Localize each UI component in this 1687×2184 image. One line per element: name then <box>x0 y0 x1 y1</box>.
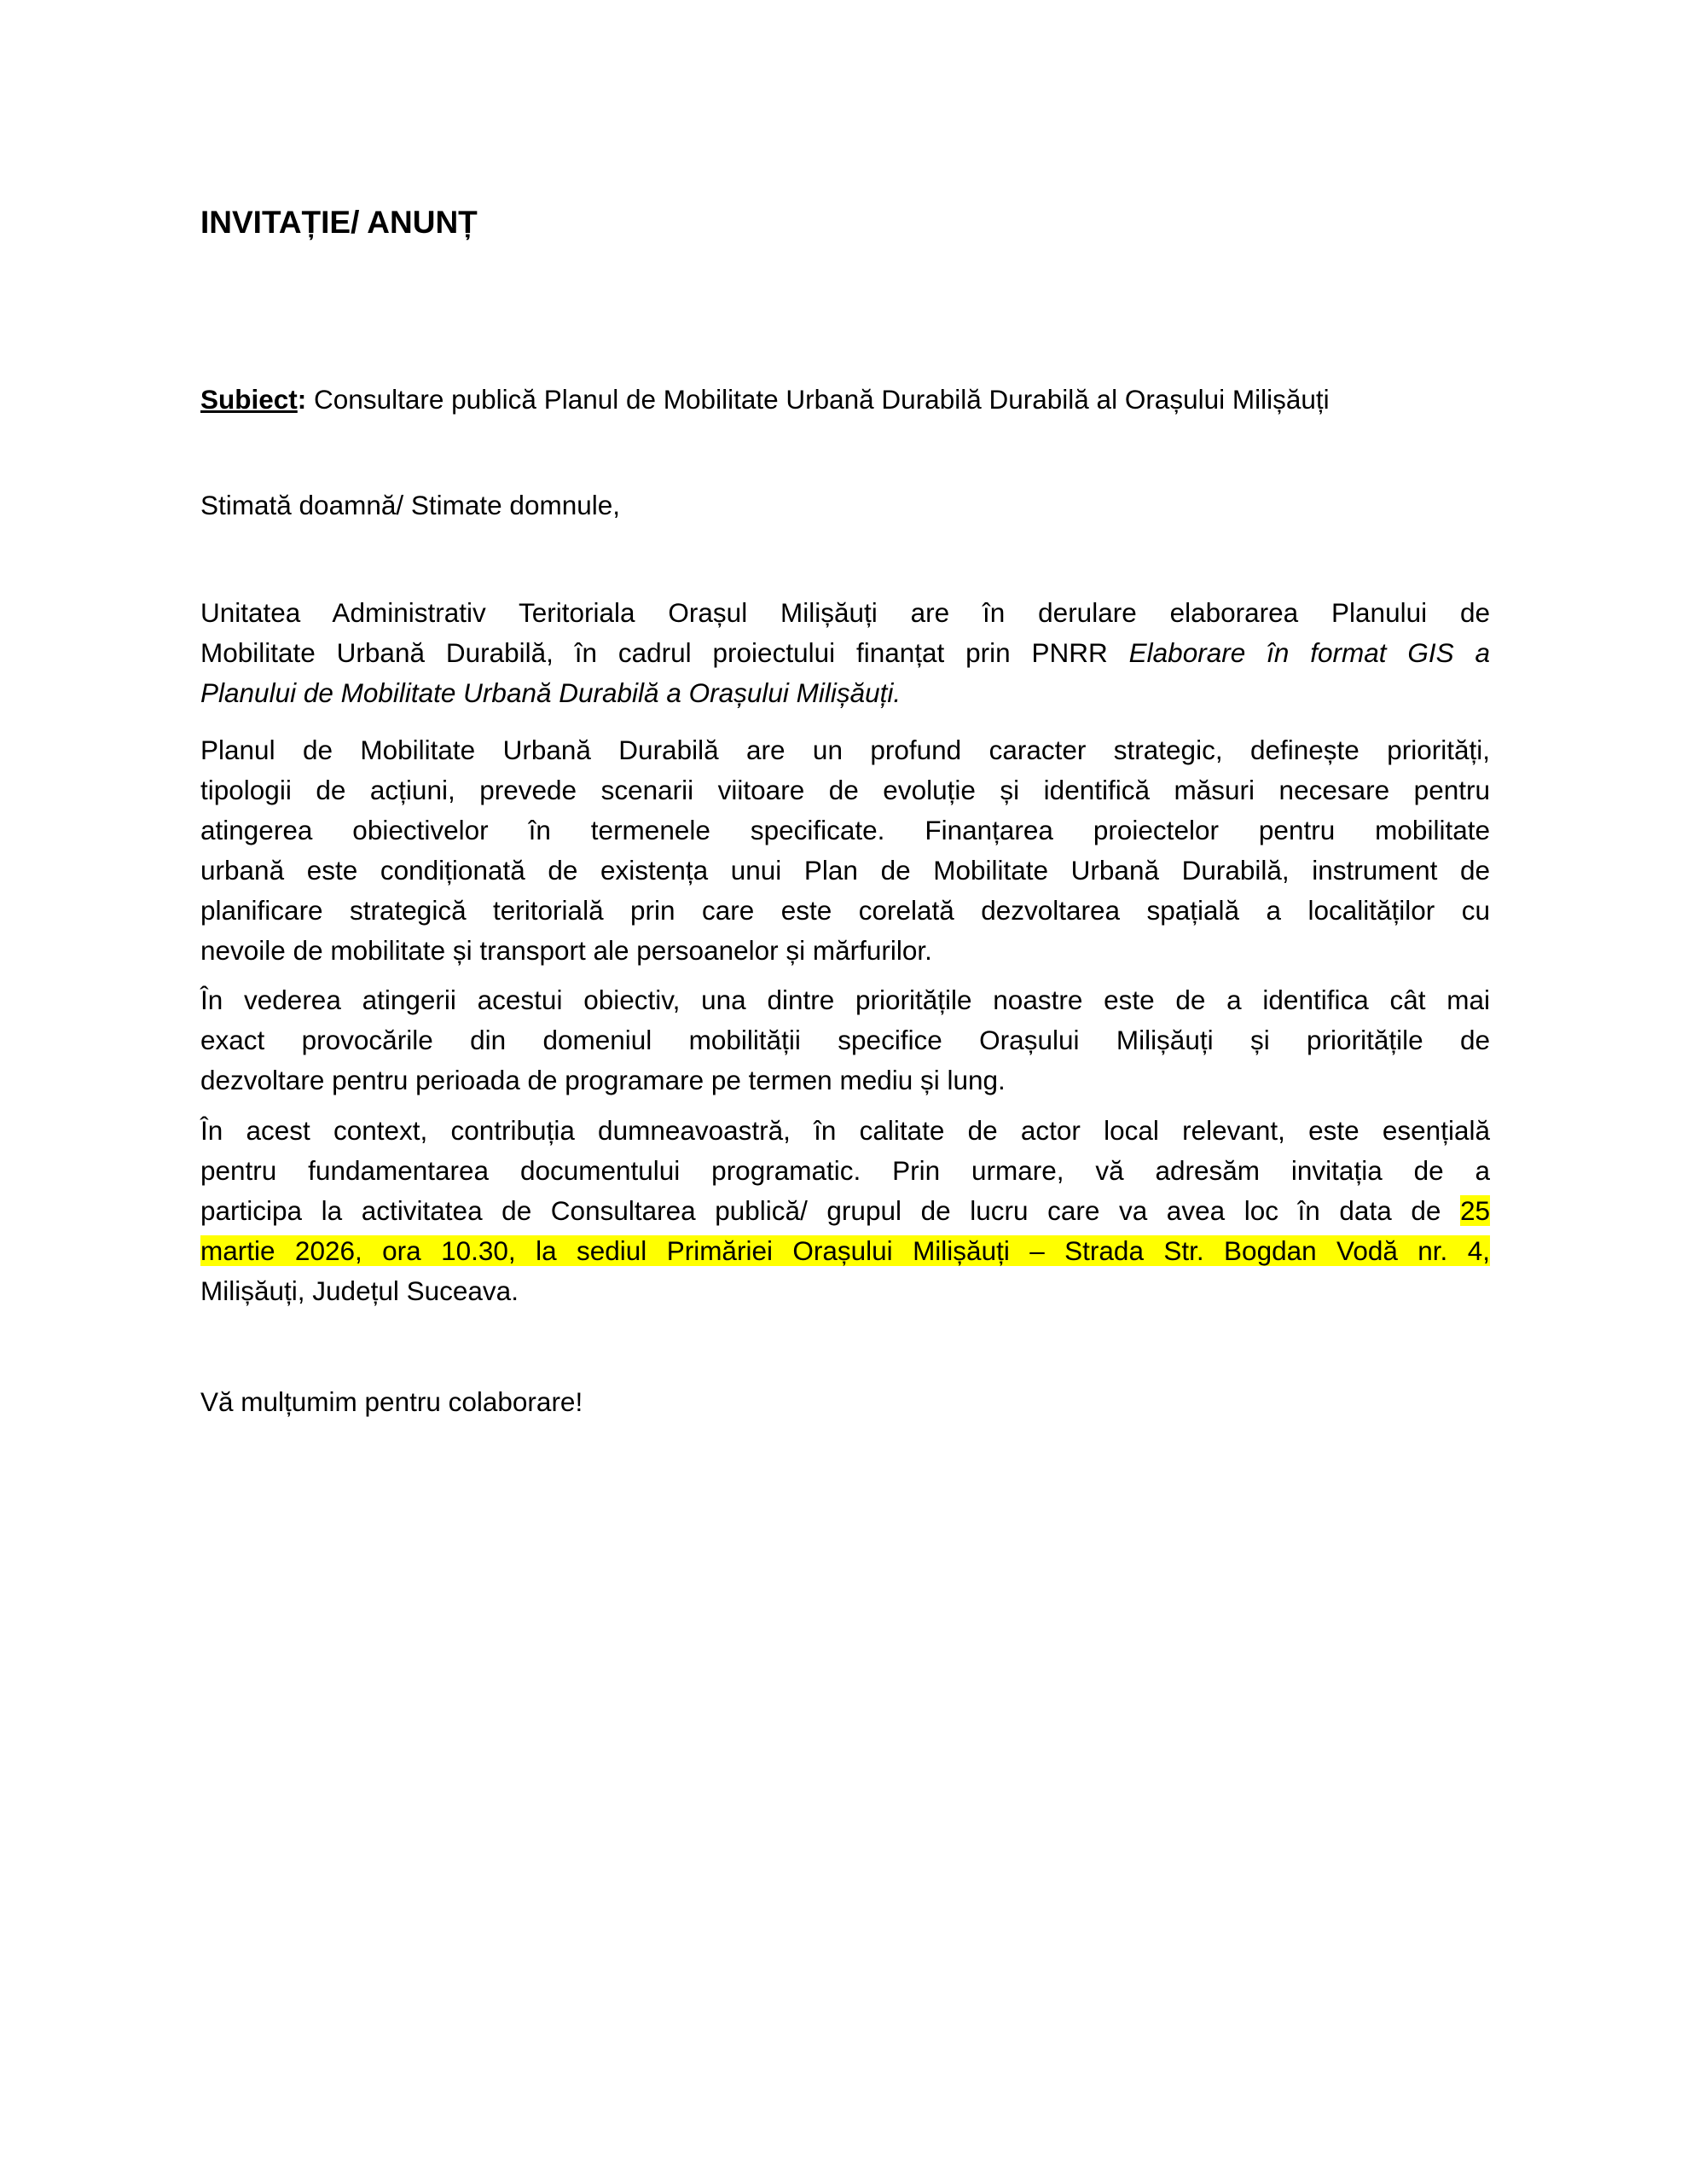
text-segment: INVITAȚIE/ ANUNȚ <box>200 205 478 240</box>
text-line <box>200 1382 1490 1422</box>
text-line <box>200 891 1490 931</box>
text-line <box>200 1231 1490 1271</box>
text-line <box>200 1271 1490 1311</box>
paragraph-4 <box>200 1111 1490 1311</box>
text-segment: Subiect <box>200 384 298 415</box>
text-segment: Mobilitate Urbană Durabilă, în cadrul proiectului finanțat prin PNRR <box>200 637 1129 668</box>
text-segment: Elaborare în format GIS a <box>1128 637 1490 668</box>
text-line <box>200 633 1490 673</box>
document-title <box>200 198 1490 247</box>
text-line <box>200 198 1490 247</box>
text-line <box>200 1020 1490 1060</box>
text-line <box>200 380 1490 420</box>
text-segment: urbană este condiționată de existența unui Plan de Mobilitate Urbană Durabilă, instrument de <box>200 855 1490 886</box>
paragraph-3 <box>200 980 1490 1101</box>
text-line <box>200 1151 1490 1191</box>
text-segment: Vă mulțumim pentru colaborare! <box>200 1386 583 1417</box>
closing <box>200 1382 1490 1422</box>
text-segment: În vederea atingerii acestui obiectiv, una dintre prioritățile noastre este de a identifica cât mai <box>200 985 1490 1015</box>
text-segment: dezvoltare pentru perioada de programare pe termen mediu și lung. <box>200 1065 1006 1095</box>
text-line <box>200 810 1490 851</box>
text-segment: Planului de Mobilitate Urbană Durabilă a Orașului Milișăuți. <box>200 677 901 708</box>
text-segment: Unitatea Administrativ Teritoriala Orașul Milișăuți are în derulare elaborarea Planului de <box>200 597 1490 628</box>
text-line <box>200 485 1490 526</box>
text-line <box>200 931 1490 971</box>
text-segment: pentru fundamentarea documentului programatic. Prin urmare, vă adresăm invitația de a <box>200 1155 1490 1186</box>
highlighted-text: 25 <box>1459 1195 1490 1226</box>
text-line <box>200 770 1490 810</box>
greeting <box>200 485 1490 526</box>
text-line <box>200 1060 1490 1101</box>
text-segment: planificare strategică teritorială prin care este corelată dezvoltarea spațială a localităților cu <box>200 895 1490 926</box>
text-segment: nevoile de mobilitate și transport ale persoanelor și mărfurilor. <box>200 935 932 966</box>
text-segment: Planul de Mobilitate Urbană Durabilă are un profund caracter strategic, definește priorități, <box>200 735 1490 765</box>
subject-line <box>200 380 1490 420</box>
text-segment: tipologii de acțiuni, prevede scenarii viitoare de evoluție și identifică măsuri necesare pentru <box>200 775 1490 805</box>
text-line <box>200 593 1490 633</box>
text-segment: Stimată doamnă/ Stimate domnule, <box>200 490 621 520</box>
text-segment: atingerea obiectivelor în termenele specificate. Finanțarea proiectelor pentru mobilitate <box>200 815 1490 845</box>
text-segment: În acest context, contribuția dumneavoastră, în calitate de actor local relevant, este esențială <box>200 1115 1490 1146</box>
text-segment: participa la activitatea de Consultarea publică/ grupul de lucru care va avea loc în data de <box>200 1195 1460 1226</box>
paragraph-1 <box>200 593 1490 713</box>
text-segment: exact provocările din domeniul mobilității specifice Orașului Milișăuți și prioritățile de <box>200 1025 1490 1055</box>
text-segment: : <box>297 384 307 415</box>
paragraph-2 <box>200 730 1490 971</box>
text-segment: Milișăuți, Județul Suceava. <box>200 1275 519 1306</box>
text-line <box>200 673 1490 713</box>
text-line <box>200 851 1490 891</box>
text-line <box>200 980 1490 1020</box>
document-content <box>200 0 1490 1422</box>
text-line <box>200 730 1490 770</box>
text-segment: Consultare publică Planul de Mobilitate Urbană Durabilă Durabilă al Orașului Milișăuți <box>306 384 1330 415</box>
highlighted-text: martie 2026, ora 10.30, la sediul Primăriei Orașului Milișăuți – Strada Str. Bogdan Vodă nr. 4, <box>200 1235 1490 1266</box>
text-line <box>200 1191 1490 1231</box>
text-line <box>200 1111 1490 1151</box>
